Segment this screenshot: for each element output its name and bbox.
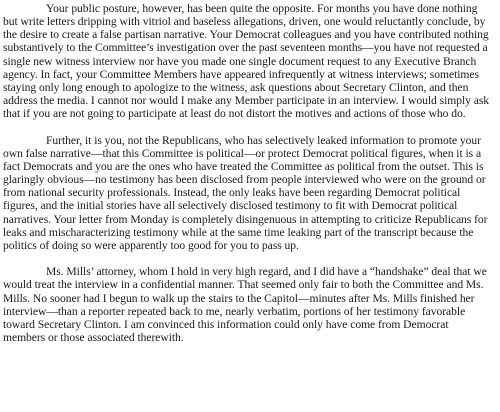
paragraph-mills-attorney: Ms. Mills’ attorney, whom I hold in very high regard, and I did have a “handshake” deal that we would treat the interview in a confidential manner. That seemed only fair to both the Committee and Ms. Mills. No sooner had I begun to walk up the stairs to the Capitol—minutes after Ms. Mills finished her interview—than a reporter repeated back to me, nearly verbatim, portions of her testimony favorable toward Secretary Clinton. I am convinced this information could only have come from Democrat members or those associated therewith. [3,265,487,344]
paragraph-selective-leaks: Further, it is you, not the Republicans, who has selectively leaked information to promote your own false narrative—that this Committee is political—or protect Democrat political figures, when it is a fact Democrats and you are the ones who have treated the Committee as political from the outset. This is glaringly obvious—no testimony has been disclosed from people interviewed who were on the ground or from national security professionals. Instead, the only leaks have been regarding Democrat political figures, and the initial stories have all selectively disclosed testimony to fit with Democrat political narratives. Your letter from Monday is completely disingenuous in attempting to criticize Republicans for leaks and mischaracterizing testimony while at the same time leaking part of the transcript because the politics of doing so were apparently too good for you to pass up. [3,133,488,252]
paragraph-public-posture: Your public posture, however, has been quite the opposite. For months you have done nothing but write letters dripping with vitriol and baseless allegations, driven, one would reluctantly conclude, by the desire to create a false partisan narrative. Your Democrat colleagues and you have contributed nothing substantively to the Committee’s investigation over the past seventeen months—you have not requested a single new witness interview nor have you made one single document request to any Executive Branch agency. In fact, your Committee Members have appeared infrequently at witness interviews; sometimes staying only long enough to apologize to the witness, ask questions about Secretary Clinton, and then address the media. I cannot nor would I make any Member participate in an interview. I would simply ask that if you are not going to participate at least do not distort the motives and actions of those who do. [3,2,490,121]
